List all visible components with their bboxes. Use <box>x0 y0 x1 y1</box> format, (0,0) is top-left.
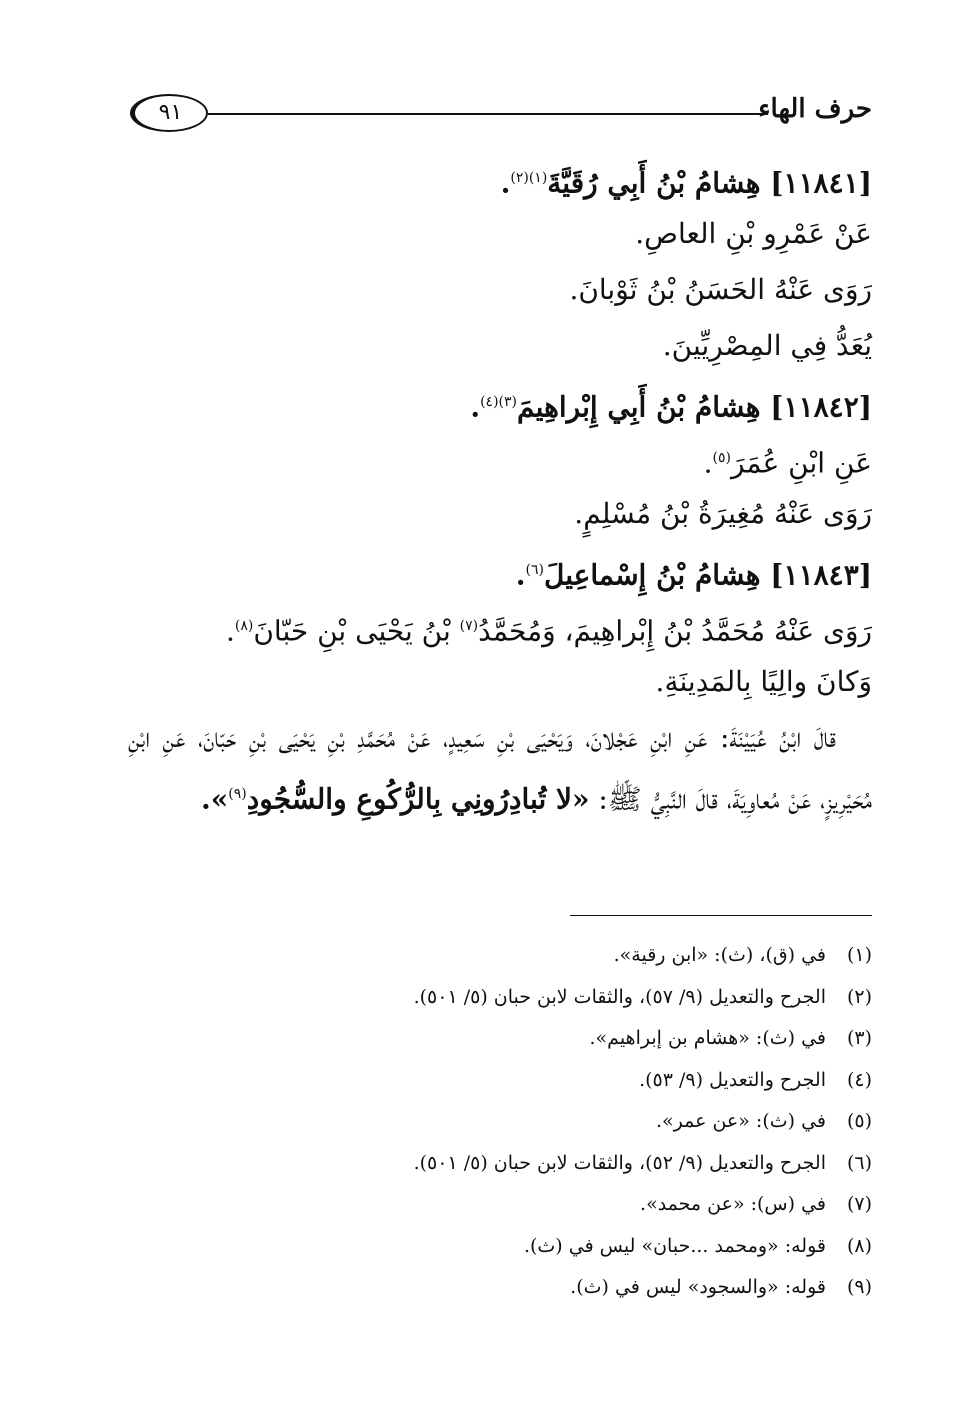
footnote-divider <box>570 915 872 916</box>
entry-line: رَوَى عَنْهُ الحَسَنُ بْنُ ثَوْبانَ. <box>569 273 872 306</box>
footnote: (٩)قوله: «والسجود» ليس في (ث). <box>570 1276 872 1298</box>
hadith-paragraph: قالَ ابْنُ عُيَيْنَةَ: عَنِ ابْنِ عَجْلانَ، وَيَحْيَى بْنِ سَعِيدٍ، عَنْ مُحَمَّدِ بْنِ يَحْيَى بْنِ حَبّانَ، عَنِ ابْنِ مُحَيْرِيزٍ، عَنْ مُعاوِيَةَ، قالَ النَّبِيُّ ﷺ: «لا تُبادِرُونِي بِالرُّكُوعِ والسُّجُودِ$^{(٩)}$». <box>128 721 872 816</box>
entry-line: رَوَى عَنْهُ مُغِيرَةُ بْنُ مُسْلِمٍ. <box>574 497 872 530</box>
footnote: (٥)في (ث): «عن عمر». <box>655 1110 872 1132</box>
page-header <box>130 90 872 138</box>
entry-line: يُعَدُّ فِي المِصْرِيِّينَ. <box>662 329 872 362</box>
entry-title-11842: [١١٨٤٢] هِشامُ بْنُ أَبِي إِبْراهِيمَ$^{(٣)(٤)}$. <box>470 390 872 424</box>
entry-line: وَكانَ والِيًا بِالمَدِينَةِ. <box>655 665 872 698</box>
entry-title-11841: [١١٨٤١] هِشامُ بْنُ أَبِي رُقَيَّةَ$^{(١)(٢)}$. <box>500 166 872 200</box>
footnote: (١)في (ق)، (ث): «ابن رقية». <box>613 944 872 966</box>
footnote: (٨)قوله: «ومحمد ...حبان» ليس في (ث). <box>523 1234 872 1257</box>
footnote: (٣)في (ث): «هشام بن إبراهيم». <box>589 1027 872 1049</box>
footnote: (٤)الجرح والتعديل (٩/ ٥٣). <box>639 1068 872 1091</box>
main-text <box>128 150 872 827</box>
footnote: (٢)الجرح والتعديل (٩/ ٥٧)، والثقات لابن حبان (٥/ ٥٠١). <box>413 985 872 1008</box>
entry-line: عَنْ عَمْرِو بْنِ العاصِ. <box>635 217 872 250</box>
footnote: (٧)في (س): «عن محمد». <box>640 1193 872 1215</box>
running-title: حرف الهاء <box>758 94 872 124</box>
entry-title-11843: [١١٨٤٣] هِشامُ بْنُ إِسْماعِيلَ$^{(٦)}$. <box>515 558 872 592</box>
page-number: ٩١ <box>130 94 208 132</box>
hadith-quote: «لا تُبادِرُونِي بِالرُّكُوعِ والسُّجُودِ <box>246 782 590 816</box>
footnotes <box>112 935 872 1309</box>
entry-line: عَنِ ابْنِ عُمَرَ$^{(٥)}$. <box>703 446 872 480</box>
narration-line: رَوَى عَنْهُ مُحَمَّدُ بْنُ إِبْراهِيمَ، وَمُحَمَّدُ$^{(٧)}$ بْنُ يَحْيَى بْنِ حَبّانَ$^{(٨)}$. <box>225 614 872 648</box>
header-rule <box>208 113 768 115</box>
footnote: (٦)الجرح والتعديل (٩/ ٥٢)، والثقات لابن حبان (٥/ ٥٠١). <box>413 1151 872 1174</box>
